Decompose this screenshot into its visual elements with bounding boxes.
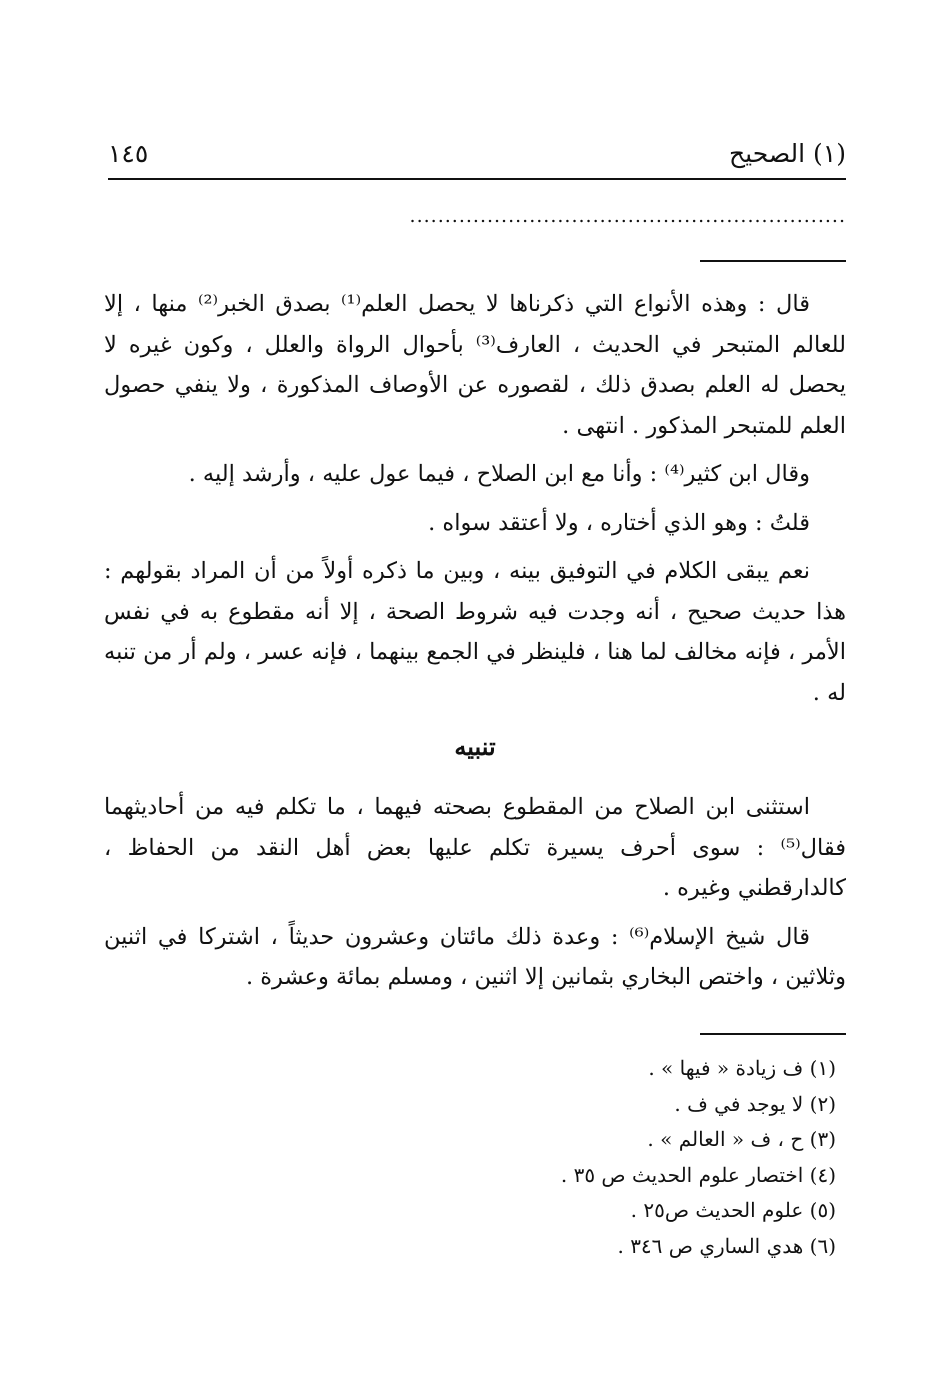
section-text — [104, 787, 846, 998]
footnote-item: (٥) علوم الحديث ص٢٥ . — [630, 1198, 836, 1222]
page-header — [108, 132, 846, 174]
header-rule — [108, 178, 846, 180]
footnote-item: (٣) ح ، ف « العالم » . — [647, 1127, 836, 1151]
paragraph-reconciliation: نعم يبقى الكلام في التوفيق بينه ، وبين ما ذكره أولاً من أن المراد بقولهم : هذا حديث صحيح ، أنه وجدت فيه شروط الصحة ، إلا أنه مقطوع به في نفس الأمر ، فإنه مخالف لما هنا ، فلينظر في الجمع بينهما ، فإنه عسر ، ولم أر من تنبه له . — [104, 558, 847, 706]
paragraph-count: قال شيخ الإسلام⁽⁶⁾ : وعدة ذلك مائتان وعشرون حديثاً ، اشتركا في اثنين وثلاثين ، واختص البخاري بثمانين إلا اثنين ، ومسلم بمائة وعشرة . — [104, 923, 846, 990]
paragraph-exception: استثنى ابن الصلاح من المقطوع بصحته فيهما ، ما تكلم فيه من أحاديثهما فقال⁽⁵⁾ : سوى أحرف يسيرة تكلم عليها بعض أهل النقد من الحفاظ ، كالدارقطني وغيره . — [104, 794, 846, 901]
elided-text-marker: .............................................................. — [409, 205, 846, 225]
footnote-item: (٢) لا يوجد في ف . — [674, 1091, 836, 1116]
footnote-item: (٦) هدي الساري ص ٣٤٦ . — [617, 1233, 836, 1258]
main-text — [104, 284, 846, 713]
footnote-rule — [700, 1033, 846, 1035]
page-number: ١٤٥ — [108, 138, 149, 168]
footnotes-list — [104, 1051, 836, 1264]
paragraph-quote: قال : وهذه الأنواع التي ذكرناها لا يحصل العلم⁽¹⁾ بصدق الخبر⁽²⁾ منها ، إلا للعالم المتبحر في الحديث ، العارف⁽³⁾ بأحوال الرواة والعلل ، وكون غيره لا يحصل له العلم بصدق ذلك ، لقصوره عن الأوصاف المذكورة ، ولا ينفي حصول العلم للمتبحر المذكور . انتهى . — [104, 291, 846, 439]
paragraph-ibn-kathir: وقال ابن كثير⁽⁴⁾ : وأنا مع ابن الصلاح ، فيما عول عليه ، وأرشد إليه . — [188, 461, 810, 487]
section-heading: تنبيه — [454, 732, 496, 761]
chapter-title: (١) الصحيح — [729, 138, 846, 168]
separator-rule — [700, 260, 846, 262]
paragraph-author-opinion: قلتُ : وهو الذي أختاره ، ولا أعتقد سواه . — [428, 509, 810, 536]
footnote-item: (٤) اختصار علوم الحديث ص ٣٥ . — [560, 1162, 836, 1187]
footnote-item: (١) ف زيادة « فيها » . — [648, 1056, 836, 1080]
